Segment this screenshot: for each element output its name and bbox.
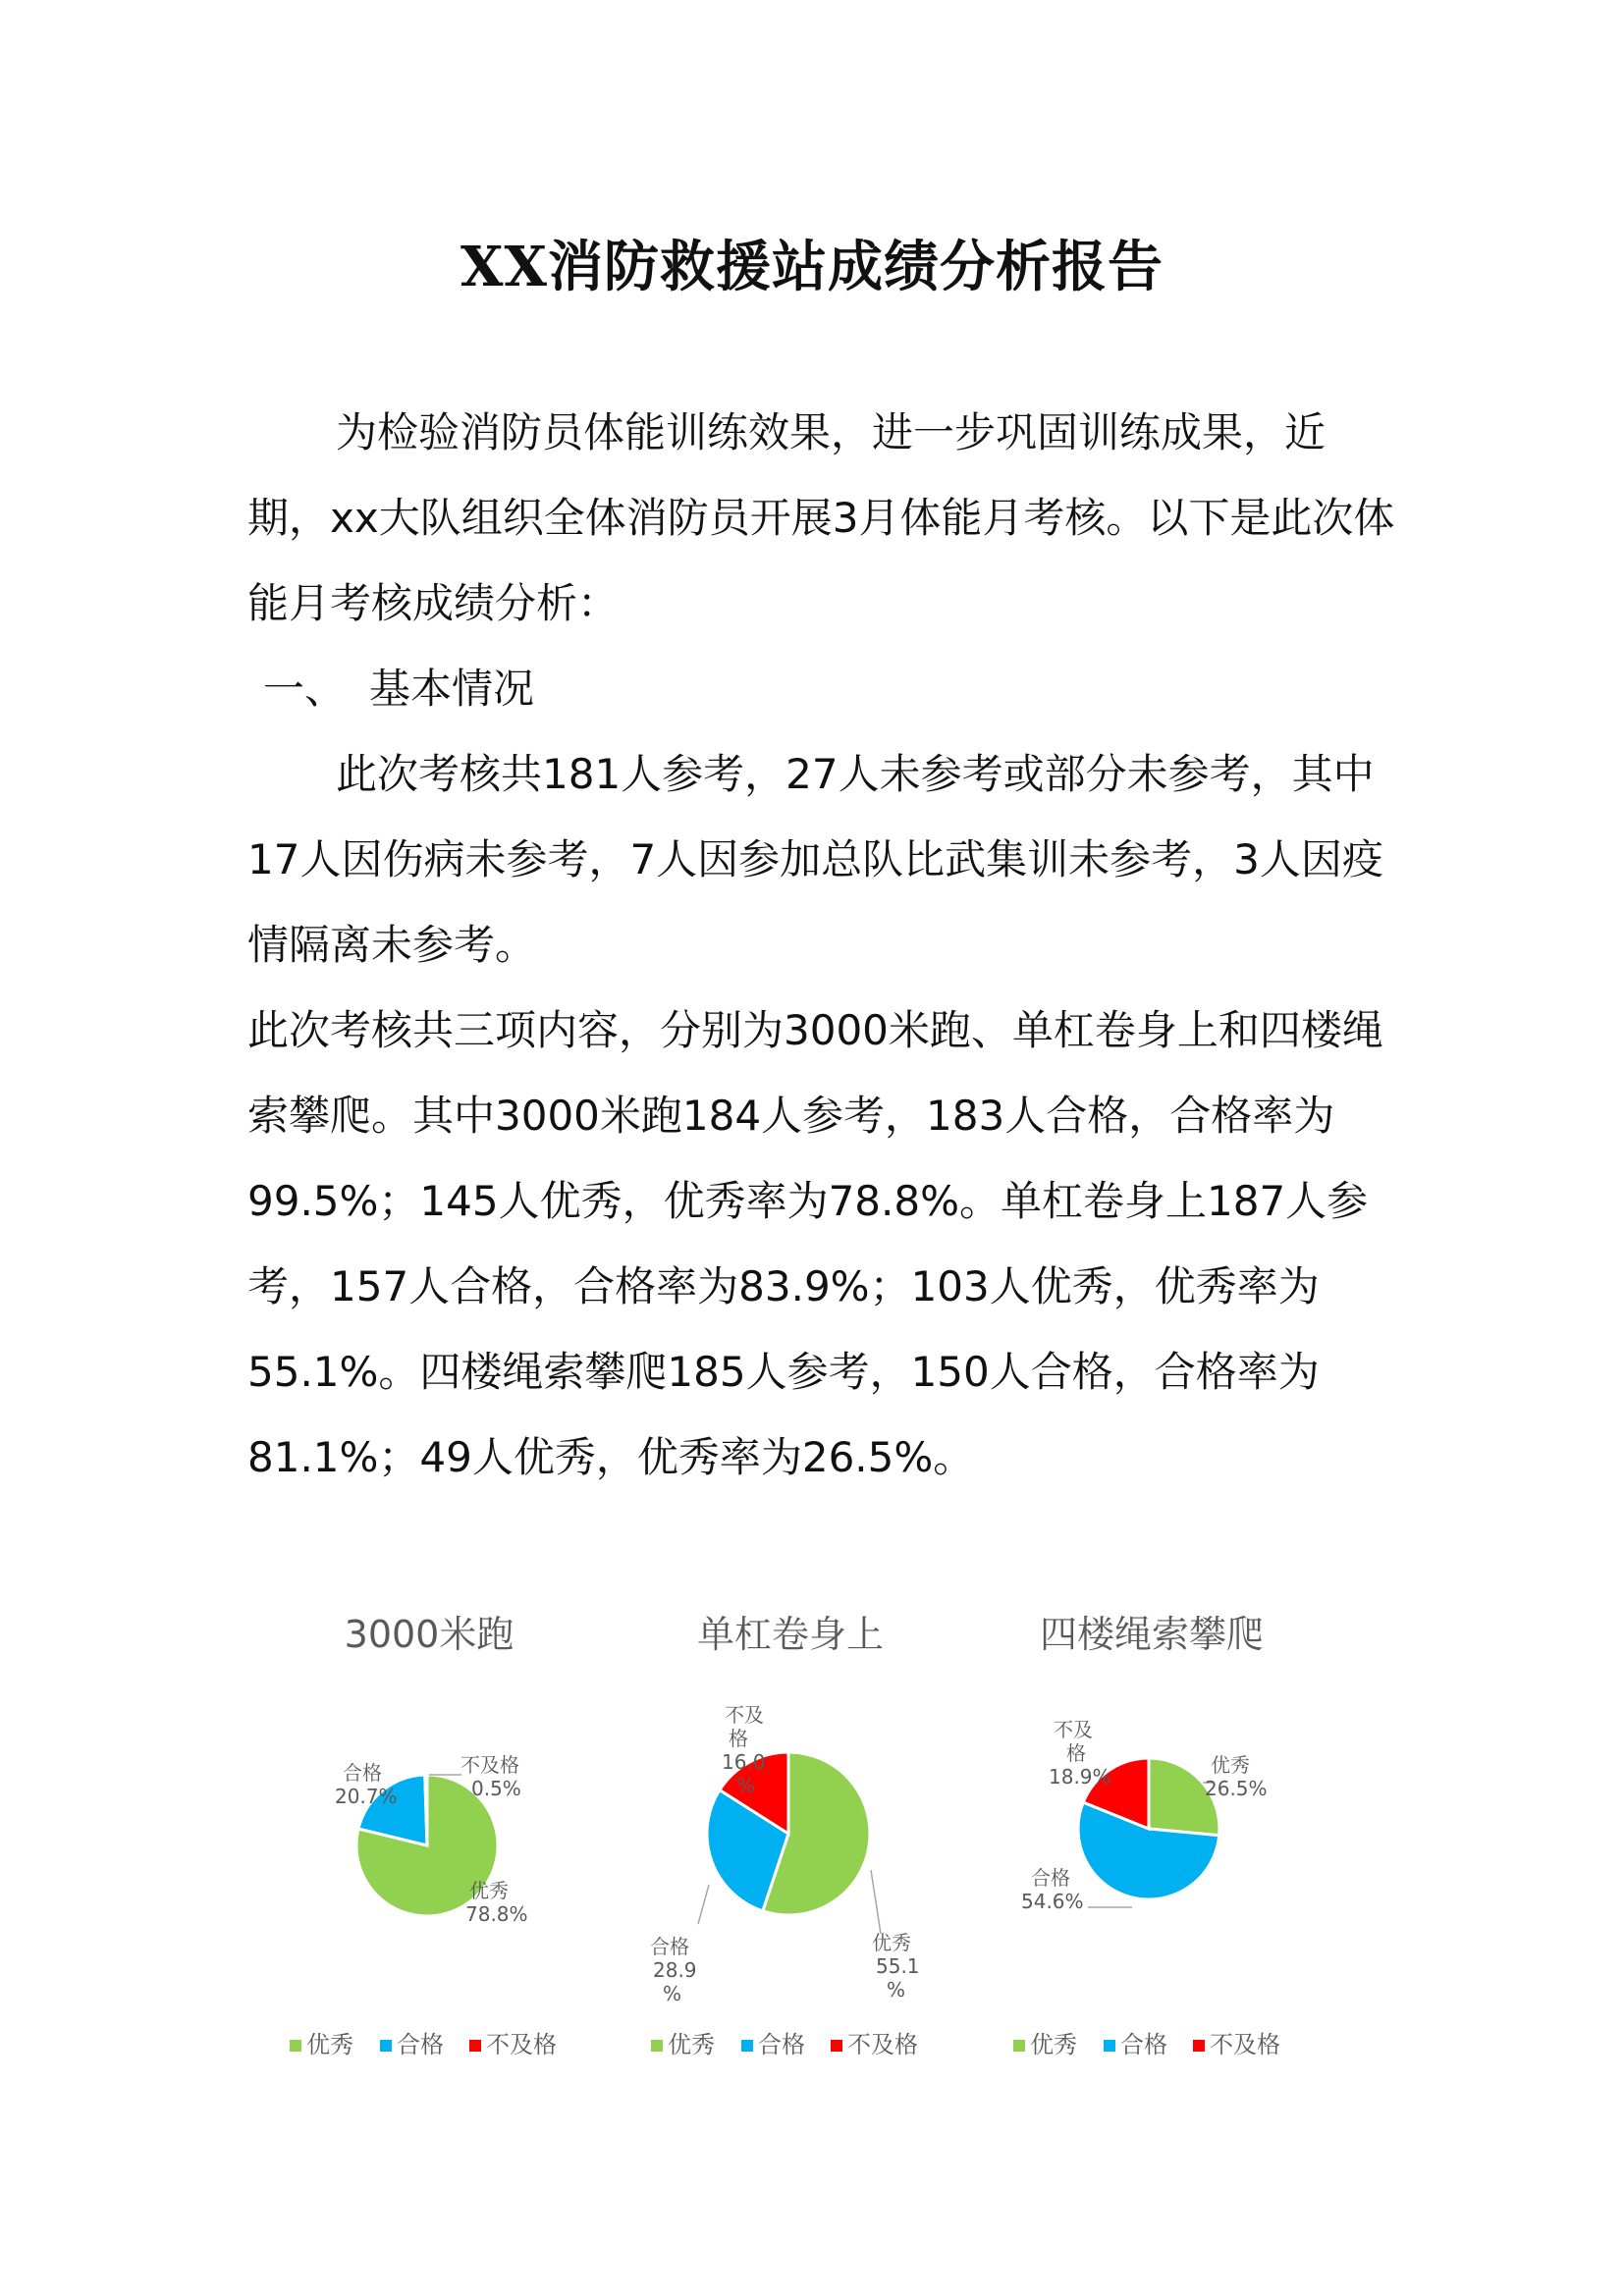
legend-label-pass: 合格 bbox=[397, 2031, 444, 2058]
legend-swatch-pass bbox=[1104, 2040, 1115, 2052]
legend-swatch-excellent bbox=[651, 2040, 663, 2052]
slice-label-pass-value: 54.6% bbox=[1021, 1890, 1084, 1913]
legend-label-excellent: 优秀 bbox=[306, 2031, 353, 2058]
slice-label-excellent-pct: % bbox=[887, 1978, 906, 2002]
legend-label-excellent: 优秀 bbox=[1030, 2031, 1077, 2058]
leader-line bbox=[871, 1870, 881, 1934]
pie-chart-horizontal-bar bbox=[584, 1590, 997, 2101]
legend-swatch-pass bbox=[380, 2040, 392, 2052]
slice-label-excellent-value: 26.5% bbox=[1205, 1777, 1268, 1800]
assessment-paragraph bbox=[247, 988, 1406, 1500]
slice-label-fail-name2: 格 bbox=[729, 1727, 748, 1750]
legend-swatch-fail bbox=[1193, 2040, 1205, 2052]
slice-label-pass-name: 合格 bbox=[343, 1761, 382, 1785]
chart-title: 四楼绳索攀爬 bbox=[1039, 1613, 1265, 1656]
pie-chart-3000m-svg bbox=[221, 1590, 633, 2101]
intro-paragraph bbox=[247, 390, 1406, 646]
slice-label-excellent-value: 55.1 bbox=[876, 1954, 920, 1978]
legend-label-fail: 不及格 bbox=[486, 2031, 557, 2058]
legend-swatch-fail bbox=[831, 2040, 842, 2052]
document-title: XX消防救援站成绩分析报告 bbox=[460, 235, 1164, 299]
intro-text: 为检验消防员体能训练效果，进一步巩固训练成果，近期，xx大队组织全体消防员开展3月体能月考核。以下是此次体能月考核成绩分析： bbox=[247, 408, 1395, 627]
slice-label-excellent-name: 优秀 bbox=[1211, 1753, 1250, 1777]
legend-swatch-pass bbox=[741, 2040, 753, 2052]
legend-swatch-excellent bbox=[290, 2040, 301, 2052]
basic-situation-paragraph bbox=[247, 731, 1406, 988]
pie-chart-3000m bbox=[221, 1590, 633, 2101]
pie-chart-rope-climb-svg bbox=[946, 1590, 1358, 2101]
slice-label-fail-value: 18.9% bbox=[1049, 1765, 1111, 1789]
slice-label-fail-name: 不及 bbox=[1054, 1718, 1093, 1741]
assessment-text: 此次考核共三项内容，分别为3000米跑、单杠卷身上和四楼绳索攀爬。其中3000米跑184人参考，183人合格，合格率为99.5%；145人优秀，优秀率为78.8%。单杠卷身上187人参考，157人合格，合格率为83.9%；103人优秀，优秀率为55.1%。四楼绳索攀爬185人参考，150人合格，合格率为81.1%；49人优秀，优秀率为26.5%。 bbox=[247, 1006, 1383, 1481]
slice-label-pass-name: 合格 bbox=[650, 1935, 689, 1958]
legend-label-fail: 不及格 bbox=[1210, 2031, 1280, 2058]
chart-title: 3000米跑 bbox=[344, 1613, 514, 1656]
slice-label-excellent-value: 78.8% bbox=[465, 1902, 528, 1926]
pie-chart-horizontal-bar-svg bbox=[584, 1590, 997, 2101]
section-heading-text: 基本情况 bbox=[369, 665, 535, 713]
slice-label-pass-name: 合格 bbox=[1031, 1866, 1070, 1890]
slice-label-fail-value: 16.0 bbox=[722, 1750, 766, 1774]
slice-label-excellent-name: 优秀 bbox=[469, 1879, 509, 1902]
pie-chart-rope-climb bbox=[946, 1590, 1358, 2101]
legend-swatch-excellent bbox=[1013, 2040, 1025, 2052]
legend-swatch-fail bbox=[469, 2040, 481, 2052]
basic-situation-text: 此次考核共181人参考，27人未参考或部分未参考，其中17人因伤病未参考，7人因参加总队比武集训未参考，3人因疫情隔离未参考。 bbox=[247, 750, 1383, 969]
leader-line bbox=[698, 1885, 709, 1924]
slice-label-fail-name2: 格 bbox=[1066, 1741, 1086, 1765]
slice-label-fail-pct: % bbox=[736, 1774, 756, 1797]
slice-label-fail-value: 0.5% bbox=[471, 1777, 521, 1800]
section-number: 一、 bbox=[263, 665, 347, 713]
legend-label-pass: 合格 bbox=[1120, 2031, 1167, 2058]
chart-title: 单杠卷身上 bbox=[696, 1613, 885, 1656]
slice-label-pass-value: 28.9 bbox=[653, 1958, 697, 1982]
slice-label-pass-value: 20.7% bbox=[335, 1785, 398, 1808]
legend-label-pass: 合格 bbox=[758, 2031, 805, 2058]
slice-label-pass-pct: % bbox=[663, 1982, 682, 2005]
slice-label-excellent-name: 优秀 bbox=[872, 1931, 911, 1954]
slice-label-fail-name: 不及 bbox=[725, 1703, 764, 1727]
legend-label-excellent: 优秀 bbox=[668, 2031, 715, 2058]
slice-label-fail-name: 不及格 bbox=[460, 1753, 519, 1777]
legend-label-fail: 不及格 bbox=[847, 2031, 918, 2058]
section-heading bbox=[247, 646, 1406, 731]
